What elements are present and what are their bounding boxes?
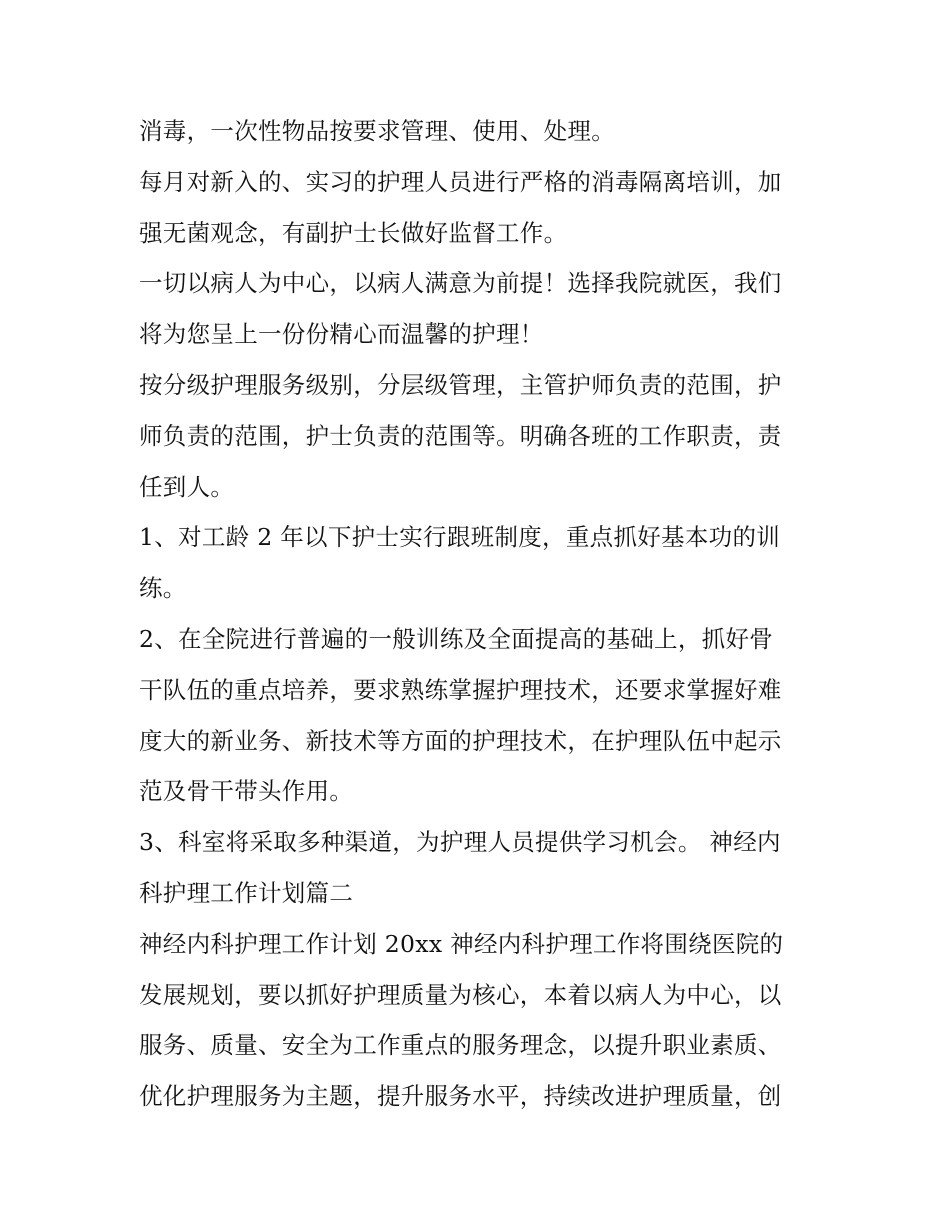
text-line: 范及骨干带头作用。 (139, 777, 354, 806)
document-body (139, 106, 819, 1122)
text-line: 度大的新业务、新技术等方面的护理技术，在护理队伍中起示 (139, 726, 782, 755)
text-line: 干队伍的重点培养，要求熟练掌握护理技术，还要求掌握好难 (139, 675, 782, 704)
text-line: 服务、质量、安全为工作重点的服务理念，以提升职业素质、 (139, 1031, 782, 1060)
text-line: 按分级护理服务级别，分层级管理，主管护师负责的范围，护 (139, 370, 782, 399)
text-line: 强无菌观念，有副护士长做好监督工作。 (139, 218, 568, 247)
text-line: 每月对新入的、实习的护理人员进行严格的消毒隔离培训，加 (139, 167, 782, 196)
text-line: 一切以病人为中心，以病人满意为前提！选择我院就医，我们 (139, 269, 782, 298)
text-line: 消毒，一次性物品按要求管理、使用、处理。 (139, 117, 615, 145)
text-line: 发展规划，要以抓好护理质量为核心，本着以病人为中心，以 (139, 980, 782, 1009)
text-line: 优化护理服务为主题，提升服务水平，持续改进护理质量，创 (139, 1082, 782, 1111)
text-line: 科护理工作计划篇二 (139, 878, 354, 907)
text-line: 练。 (139, 574, 187, 603)
text-line: 任到人。 (139, 472, 235, 501)
text-line: 2、在全院进行普遍的一般训练及全面提高的基础上，抓好骨 (139, 624, 774, 653)
text-line: 1、对工龄 2 年以下护士实行跟班制度，重点抓好基本功的训 (139, 523, 781, 552)
text-line: 将为您呈上一份份精心而温馨的护理！ (139, 320, 544, 349)
text-line: 神经内科护理工作计划 20xx 神经内科护理工作将围绕医院的 (139, 929, 784, 958)
text-line: 3、科室将采取多种渠道，为护理人员提供学习机会。 神经内 (139, 828, 781, 857)
text-line: 师负责的范围，护士负责的范围等。明确各班的工作职责，责 (139, 421, 782, 450)
